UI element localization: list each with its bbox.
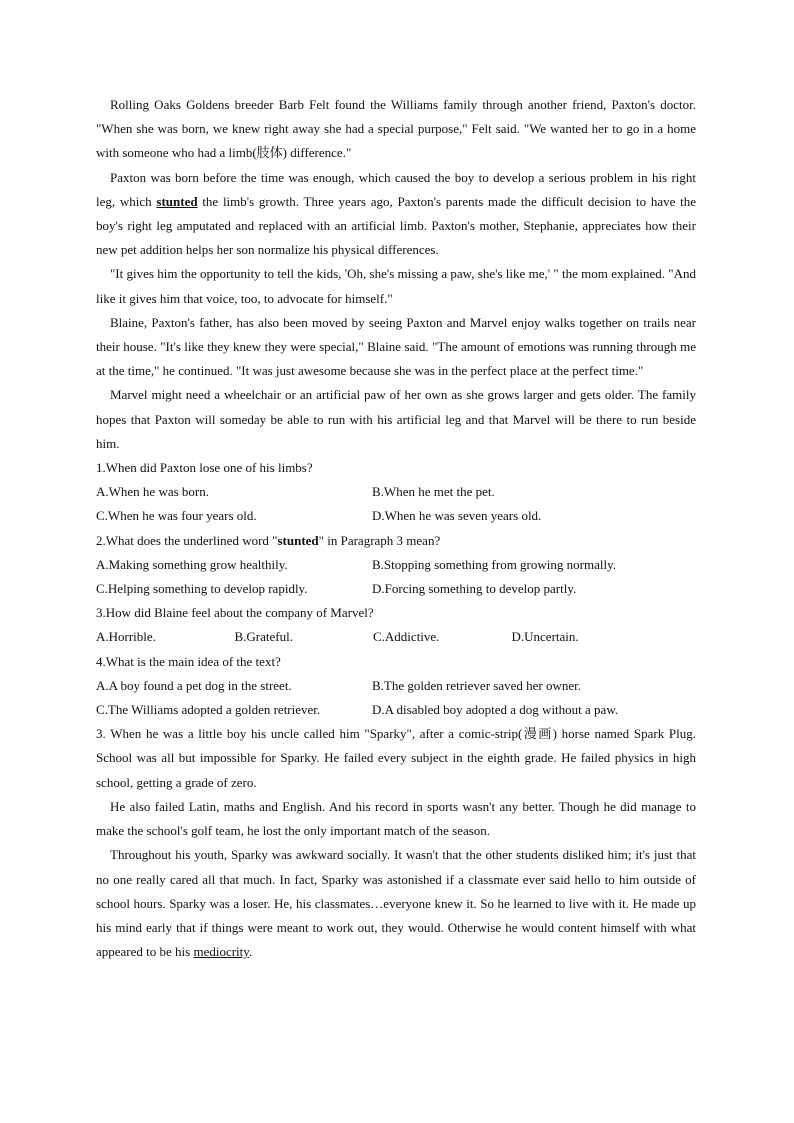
paragraph-2-end: the limb's growth. Three years ago, Paxton's parents made the difficult decision to have the boy's right leg amputated and replaced with an artificial limb. Paxton's mother, Stephanie, appreciates how their new pet addition helps her son normalize his physical differences. (96, 193, 696, 258)
question-3-options (96, 625, 696, 649)
option-b: B.Stopping something from growing normally. (372, 556, 616, 572)
option-c: C.The Williams adopted a golden retriever. (96, 702, 321, 718)
question-2-options-row-2 (96, 577, 696, 601)
option-a: A.When he was born. (96, 484, 209, 500)
option-d: D.A disabled boy adopted a dog without a paw. (372, 702, 619, 718)
question-1-options-row-2 (96, 504, 696, 528)
paragraph-4: Blaine, Paxton's father, has also been moved by seeing Paxton and Marvel enjoy walks together on trails near their house. "It's like they knew they were special," Blaine said. "The amount of emotions was running through me at the time," he continued. "It was just awesome because she was in the perfect place at the perfect time." (96, 314, 696, 379)
paragraph-1: Rolling Oaks Goldens breeder Barb Felt found the Williams family through another friend, Paxton's doctor. "When she was born, we knew right away she had a special purpose," Felt said. "We wanted her to go in a home with someone who had a limb(肢体) difference." (96, 97, 696, 161)
option-b: B.The golden retriever saved her owner. (372, 677, 582, 693)
option-d: D.Forcing something to develop partly. (372, 581, 577, 597)
passage-2-paragraph-1: 3. When he was a little boy his uncle called him "Sparky", after a comic-strip(漫画) horse named Spark Plug. School was all but impossible for Sparky. He failed every subject in the eighth grade. He failed physics in high school, getting a grade of zero. (96, 726, 696, 790)
option-d: D.When he was seven years old. (372, 508, 542, 524)
question-2-options-row-1 (96, 553, 696, 577)
question-3: 3.How did Blaine feel about the company of Marvel? (96, 605, 374, 621)
option-a: A.Making something grow healthily. (96, 556, 288, 572)
paragraph-5: Marvel might need a wheelchair or an artificial paw of her own as she grows larger and gets older. The family hopes that Paxton will someday be able to run with his artificial leg and that Marvel will be there to run beside him. (96, 387, 696, 451)
paragraph-2 (96, 166, 696, 263)
option-b: B.Grateful. (234, 629, 293, 645)
underlined-word-stunted: stunted (156, 193, 198, 209)
question-1: 1.When did Paxton lose one of his limbs? (96, 460, 313, 476)
option-c: C.When he was four years old. (96, 508, 257, 524)
passage-2-paragraph-3 (96, 843, 696, 964)
option-c: C.Helping something to develop rapidly. (96, 581, 308, 597)
document-page (96, 93, 696, 964)
question-2 (96, 529, 696, 553)
paragraph-2-start: Paxton was born before the time was enough, which caused the boy to develop a serious problem in his right leg, which (96, 169, 696, 209)
option-a: A.A boy found a pet dog in the street. (96, 677, 292, 693)
question-4-options-row-2 (96, 698, 696, 722)
option-c: C.Addictive. (373, 629, 440, 645)
paragraph-3: "It gives him the opportunity to tell the kids, 'Oh, she's missing a paw, she's like me,' " the mom explained. "And like it gives him that voice, too, to advocate for himself." (96, 266, 696, 306)
question-4: 4.What is the main idea of the text? (96, 653, 281, 669)
question-2-word: stunted (277, 532, 319, 548)
question-1-options-row-1 (96, 480, 696, 504)
question-4-options-row-1 (96, 674, 696, 698)
passage-2-paragraph-2: He also failed Latin, maths and English. And his record in sports wasn't any better. Though he did manage to make the school's golf team, he lost the only important match of the season. (96, 798, 696, 839)
option-a: A.Horrible. (96, 629, 156, 645)
passage-2-paragraph-3-end: . (248, 944, 253, 960)
question-2-end: " in Paragraph 3 mean? (318, 532, 441, 548)
passage-2-paragraph-3-text: Throughout his youth, Sparky was awkward socially. It wasn't that the other students disliked him; it's just that no one really cared all that much. In fact, Sparky was astonished if a classmate ever said hello to him outside of school hours. Sparky was a loser. He, his classmates…everyone knew it. So he learned to live with it. He made up his mind early that if things were meant to work out, they would. Otherwise he would content himself with what appeared to be his (96, 847, 696, 960)
option-b: B.When he met the pet. (372, 484, 495, 500)
question-2-start: 2.What does the underlined word " (96, 532, 278, 548)
underlined-word-mediocrity: mediocrity (193, 944, 249, 960)
option-d: D.Uncertain. (511, 629, 579, 645)
